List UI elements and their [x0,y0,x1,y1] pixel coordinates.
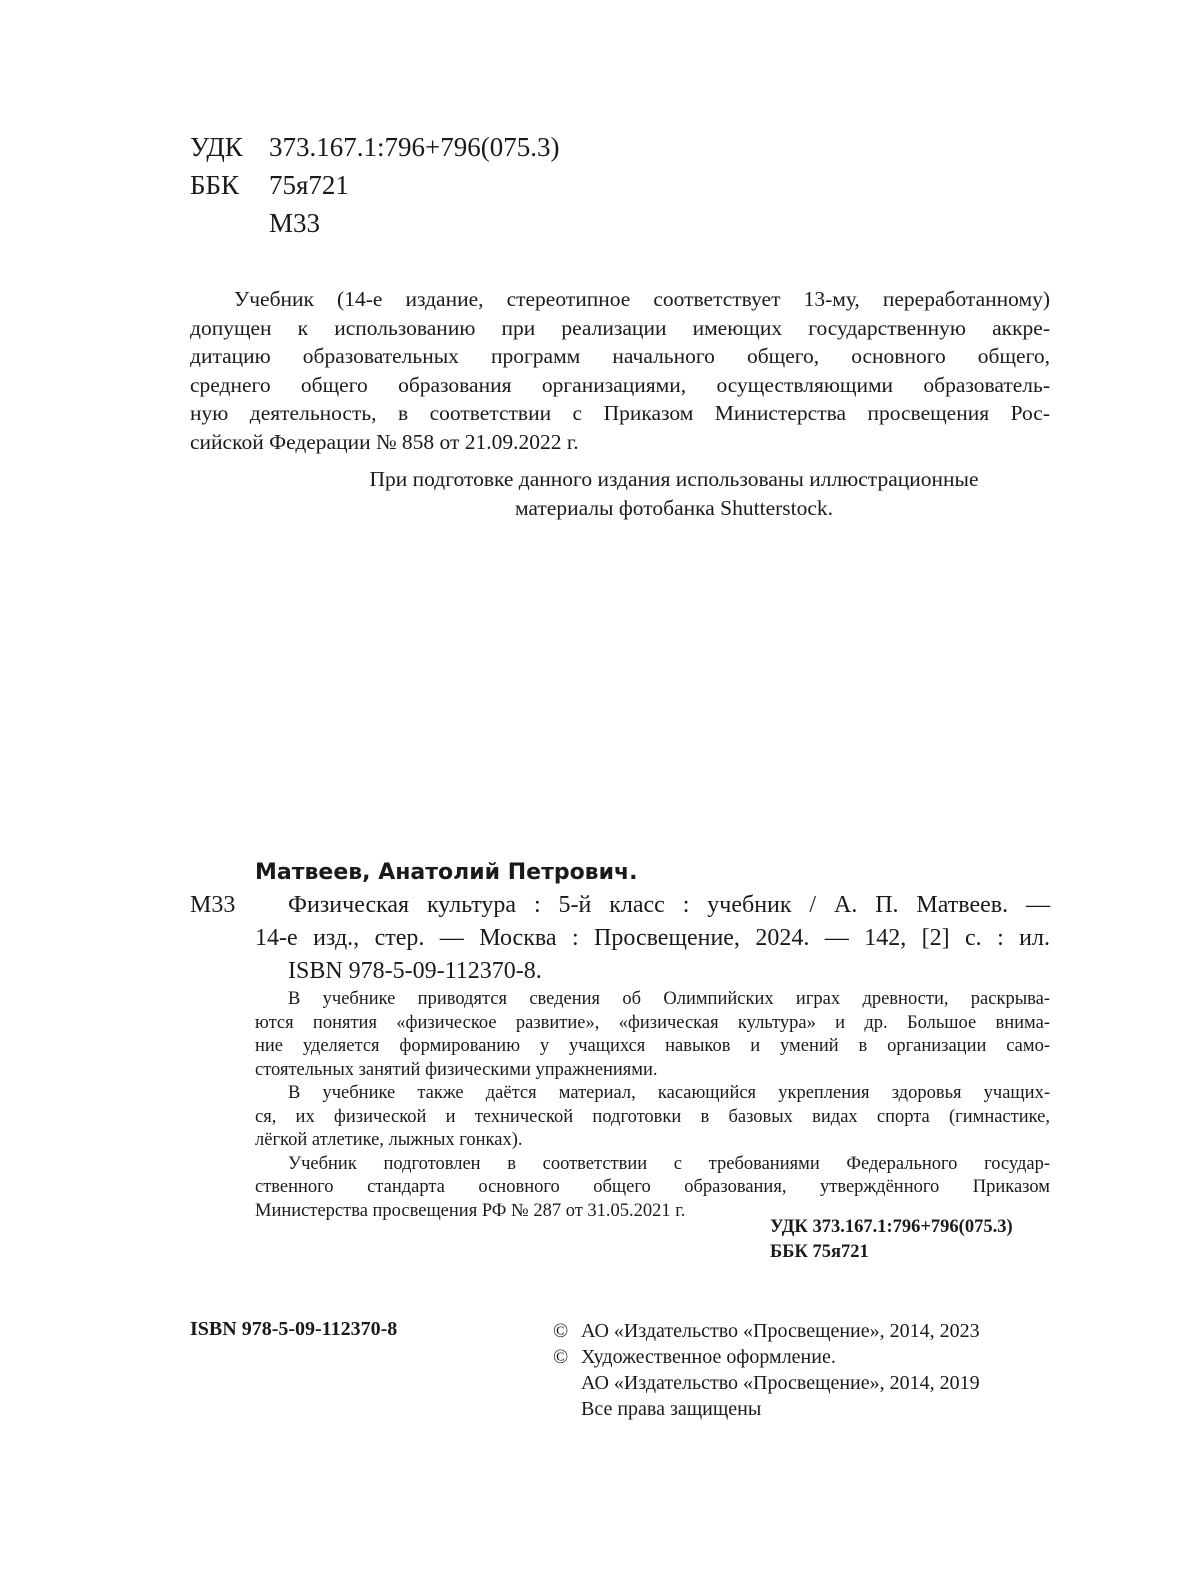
bbk-value: 75я721 [269,170,349,200]
illustrations-note [190,465,1158,522]
copyright-row [553,1370,980,1396]
approval-line: среднего общего образования организациями, осуществляющими образователь- [190,372,1050,397]
udk-label: УДК [190,132,243,162]
illustrations-note-line: При подготовке данного издания использованы иллюстрационные [369,467,979,491]
isbn-footer: ISBN 978-5-09-112370-8 [190,1318,398,1340]
udk-row [190,128,559,166]
udk-value: 373.167.1:796+796(075.3) [269,132,560,162]
approval-line: ную деятельность, в соответствии с Приказом Министерства просвещения Рос- [190,401,1050,425]
annotation-paragraph [255,1082,1050,1153]
annotation-line: Учебник подготовлен в соответствии с требованиями Федерального государ- [288,1153,1050,1174]
annotation-line: лёгкой атлетике, лыжных гонках). [255,1130,523,1150]
bottom-udk: УДК 373.167.1:796+796(075.3) [770,1217,1013,1237]
approval-line: Учебник (14-е издание, стереотипное соответствует 13-му, переработанному) [234,287,1050,311]
copyright-line: Все права защищены [581,1398,762,1420]
annotation-line: В учебнике также даётся материал, касающийся укрепления здоровья учащих- [288,1083,1050,1103]
approval-line: допущен к использованию при реализации имеющих государственную аккре- [190,315,1050,340]
bottom-classification [770,1215,1013,1265]
bbk-label: ББК [190,170,240,200]
copyright-icon: © [553,1346,569,1368]
approval-line: сийской Федерации № 858 от 21.09.2022 г. [190,429,579,454]
copyright-line: АО «Издательство «Просвещение», 2014, 2023 [581,1320,980,1342]
classification-block [190,128,559,242]
copyright-row [553,1396,980,1422]
bbk-row [190,166,559,204]
copyright-line: АО «Издательство «Просвещение», 2014, 2019 [581,1372,980,1394]
copyright-row [553,1318,980,1344]
annotation-line: В учебнике приводятся сведения об Олимпийских играх древности, раскрыва- [288,989,1050,1009]
bib-isbn: ISBN 978-5-09-112370-8. [288,958,542,984]
copyright-row [553,1344,980,1370]
author-heading: Матвеев, Анатолий Петрович. [255,860,638,885]
annotation-line: ственного стандарта основного общего образования, утверждённого Приказом [255,1177,1050,1197]
author-mark-row [190,204,559,242]
annotation [255,988,1050,1223]
illustrations-note-line: материалы фотобанка Shutterstock. [514,495,834,520]
copyright-icon: © [553,1320,569,1342]
annotation-line: ние уделяется формированию у учащихся навыков и умений в организации само- [255,1036,1050,1056]
copyright-line: Художественное оформление. [581,1346,836,1368]
annotation-paragraph [255,1153,1050,1224]
copyright-block [553,1318,980,1422]
bib-author-mark: М33 [190,892,236,918]
annotation-paragraph [255,988,1050,1082]
annotation-line: стоятельных занятий физическими упражнениями. [255,1059,658,1080]
approval-paragraph [190,285,1050,456]
bottom-bbk: ББК 75я721 [770,1242,869,1262]
bib-title-line: Физическая культура : 5-й класс : учебник / А. П. Матвеев. — [288,892,1050,918]
author-mark: М33 [269,208,321,238]
approval-line: дитацию образовательных программ начального общего, основного общего, [190,344,1050,368]
annotation-line: Министерства просвещения РФ № 287 от 31.05.2021 г. [255,1200,686,1221]
bib-edition-line: 14-е изд., стер. — Москва : Просвещение, 2024. — 142, [2] с. : ил. [255,925,1050,951]
bibliographic-record [190,856,1050,988]
bib-title-row [190,889,1050,955]
annotation-line: ются понятия «физическое развитие», «физическая культура» и др. Большое внима- [255,1012,1050,1033]
annotation-line: ся, их физической и технической подготовки в базовых видах спорта (гимнастике, [255,1106,1050,1127]
